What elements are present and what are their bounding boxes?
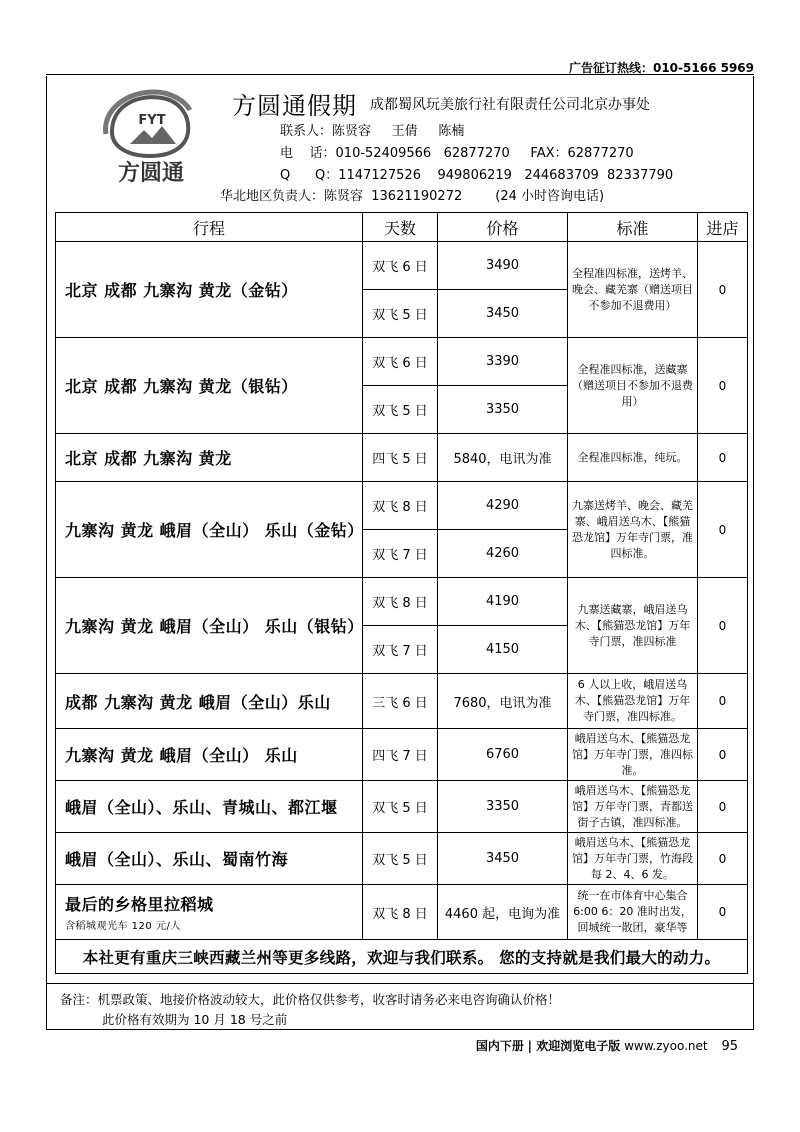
price-cell: 4150 — [438, 626, 568, 674]
table-row — [56, 434, 748, 482]
route-cell: 峨眉（全山）、乐山、青城山、都江堰 — [56, 781, 363, 833]
store-cell: 0 — [698, 338, 748, 434]
validity-note: 此价格有效期为 10 月 18 号之前 — [102, 1012, 288, 1027]
price-cell: 5840，电讯为准 — [438, 434, 568, 482]
price-cell: 3350 — [438, 781, 568, 833]
days-cell: 双飞 7 日 — [363, 530, 438, 578]
store-cell: 0 — [698, 833, 748, 885]
store-cell: 0 — [698, 242, 748, 338]
disclaimer-note: 备注：机票政策、地接价格波动较大，此价格仅供参考，收客时请务必来电咨询确认价格！ — [60, 992, 561, 1007]
table-row — [56, 578, 748, 626]
col-header-store: 进店 — [698, 213, 748, 242]
itinerary-table — [55, 212, 748, 974]
route-title: 最后的乡格里拉稻城 — [65, 895, 214, 914]
route-cell: 九寨沟 黄龙 峨眉（全山） 乐山 — [56, 729, 363, 781]
price-cell: 3350 — [438, 386, 568, 434]
company-logo — [92, 86, 210, 186]
logo-emblem — [105, 92, 190, 156]
days-cell: 双飞 5 日 — [363, 833, 438, 885]
route-cell: 九寨沟 黄龙 峨眉（全山） 乐山（金钻） — [56, 482, 363, 578]
route-cell: 峨眉（全山）、乐山、蜀南竹海 — [56, 833, 363, 885]
qq-numbers: Q Q：1147127526 949806219 244683709 82337790 — [280, 168, 674, 183]
standard-cell: 峨眉送乌木、【熊猫恐龙馆】万年寺门票，竹海段每 2、4、6 发。 — [568, 833, 698, 885]
table-row — [56, 482, 748, 530]
promo-text: 本社更有重庆三峡西藏兰州等更多线路，欢迎与我们联系。 您的支持就是我们最大的动力。 — [56, 940, 748, 974]
price-cell: 6760 — [438, 729, 568, 781]
page-number: 95 — [721, 1039, 738, 1054]
days-cell: 双飞 6 日 — [363, 242, 438, 290]
ad-hotline: 广告征订热线：010-5166 5969 — [568, 61, 754, 75]
footer-section: 国内下册 — [475, 1039, 524, 1053]
standard-cell: 全程准四标准，纯玩。 — [568, 434, 698, 482]
table-row — [56, 885, 748, 940]
table-row — [56, 338, 748, 386]
table-row — [56, 833, 748, 885]
days-cell: 双飞 6 日 — [363, 338, 438, 386]
company-name: 成都蜀风玩美旅行社有限责任公司北京办事处 — [370, 97, 650, 113]
price-cell: 3490 — [438, 242, 568, 290]
phone-fax: 电 话：010-52409566 62877270 FAX：62877270 — [280, 146, 634, 161]
col-header-price: 价格 — [438, 213, 568, 242]
table-row — [56, 781, 748, 833]
days-cell: 双飞 7 日 — [363, 626, 438, 674]
days-cell: 双飞 8 日 — [363, 578, 438, 626]
route-cell: 北京 成都 九寨沟 黄龙（银钻） — [56, 338, 363, 434]
route-cell: 北京 成都 九寨沟 黄龙（金钻） — [56, 242, 363, 338]
days-cell: 四飞 5 日 — [363, 434, 438, 482]
standard-cell: 峨眉送乌木、【熊猫恐龙馆】万年寺门票，青都送街子古镇，准四标准。 — [568, 781, 698, 833]
footer-site: www.zyoo.net — [624, 1039, 708, 1053]
days-cell: 双飞 5 日 — [363, 386, 438, 434]
days-cell: 三飞 6 日 — [363, 674, 438, 729]
route-cell — [56, 885, 363, 940]
standard-cell: 全程准四标准，送烤羊、晚会、藏羌寨（赠送项目不参加不退费用） — [568, 242, 698, 338]
table-row — [56, 729, 748, 781]
standard-cell: 全程准四标准，送藏寨（赠送项目不参加不退费用） — [568, 338, 698, 434]
logo-text: FYT — [138, 113, 166, 128]
days-cell: 双飞 8 日 — [363, 885, 438, 940]
col-header-days: 天数 — [363, 213, 438, 242]
price-cell: 7680，电讯为准 — [438, 674, 568, 729]
top-rule — [46, 74, 754, 75]
page-footer: 国内下册 | 欢迎浏览电子版 www.zyoo.net 95 — [475, 1039, 738, 1054]
standard-cell: 6 人以上收，峨眉送乌木、【熊猫恐龙馆】万年寺门票，准四标准。 — [568, 674, 698, 729]
table-row — [56, 242, 748, 290]
price-cell: 3450 — [438, 290, 568, 338]
table-row — [56, 674, 748, 729]
store-cell: 0 — [698, 729, 748, 781]
price-cell: 3390 — [438, 338, 568, 386]
days-cell: 双飞 5 日 — [363, 781, 438, 833]
price-cell: 4290 — [438, 482, 568, 530]
store-cell: 0 — [698, 674, 748, 729]
days-cell: 双飞 8 日 — [363, 482, 438, 530]
store-cell: 0 — [698, 885, 748, 940]
logo-caption: 方圆通 — [117, 161, 185, 186]
col-header-standard: 标准 — [568, 213, 698, 242]
brand-name: 方圆通假期 — [232, 92, 357, 120]
store-cell: 0 — [698, 482, 748, 578]
days-cell: 四飞 7 日 — [363, 729, 438, 781]
footer-slogan: 欢迎浏览电子版 — [536, 1039, 621, 1053]
standard-cell: 九寨送烤羊、晚会、藏羌寨、峨眉送乌木、【熊猫恐龙馆】万年寺门票，准四标准。 — [568, 482, 698, 578]
col-header-route: 行程 — [56, 213, 363, 242]
route-cell: 北京 成都 九寨沟 黄龙 — [56, 434, 363, 482]
route-cell: 九寨沟 黄龙 峨眉（全山） 乐山（银钻） — [56, 578, 363, 674]
price-cell: 4460 起，电询为准 — [438, 885, 568, 940]
store-cell: 0 — [698, 781, 748, 833]
table-header-row — [56, 213, 748, 242]
price-cell: 4190 — [438, 578, 568, 626]
price-cell: 4260 — [438, 530, 568, 578]
store-cell: 0 — [698, 434, 748, 482]
regional-manager: 华北地区负责人：陈贤容 13621190272 (24 小时咨询电话) — [220, 189, 605, 204]
promo-row — [56, 940, 748, 974]
standard-cell: 九寨送藏寨，峨眉送乌木、【熊猫恐龙馆】万年寺门票，准四标准 — [568, 578, 698, 674]
contact-people: 联系人：陈贤容 王倩 陈楠 — [280, 124, 465, 139]
standard-cell: 统一在市体育中心集合 6:00 6：20 准时出发，回城统一散团，豪华等 — [568, 885, 698, 940]
notes-divider — [46, 983, 754, 984]
route-subnote: 含稻城观光车 120 元/人 — [65, 921, 181, 932]
price-cell: 3450 — [438, 833, 568, 885]
standard-cell: 峨眉送乌木、【熊猫恐龙馆】万年寺门票，准四标准。 — [568, 729, 698, 781]
route-cell: 成都 九寨沟 黄龙 峨眉（全山）乐山 — [56, 674, 363, 729]
store-cell: 0 — [698, 578, 748, 674]
days-cell: 双飞 5 日 — [363, 290, 438, 338]
